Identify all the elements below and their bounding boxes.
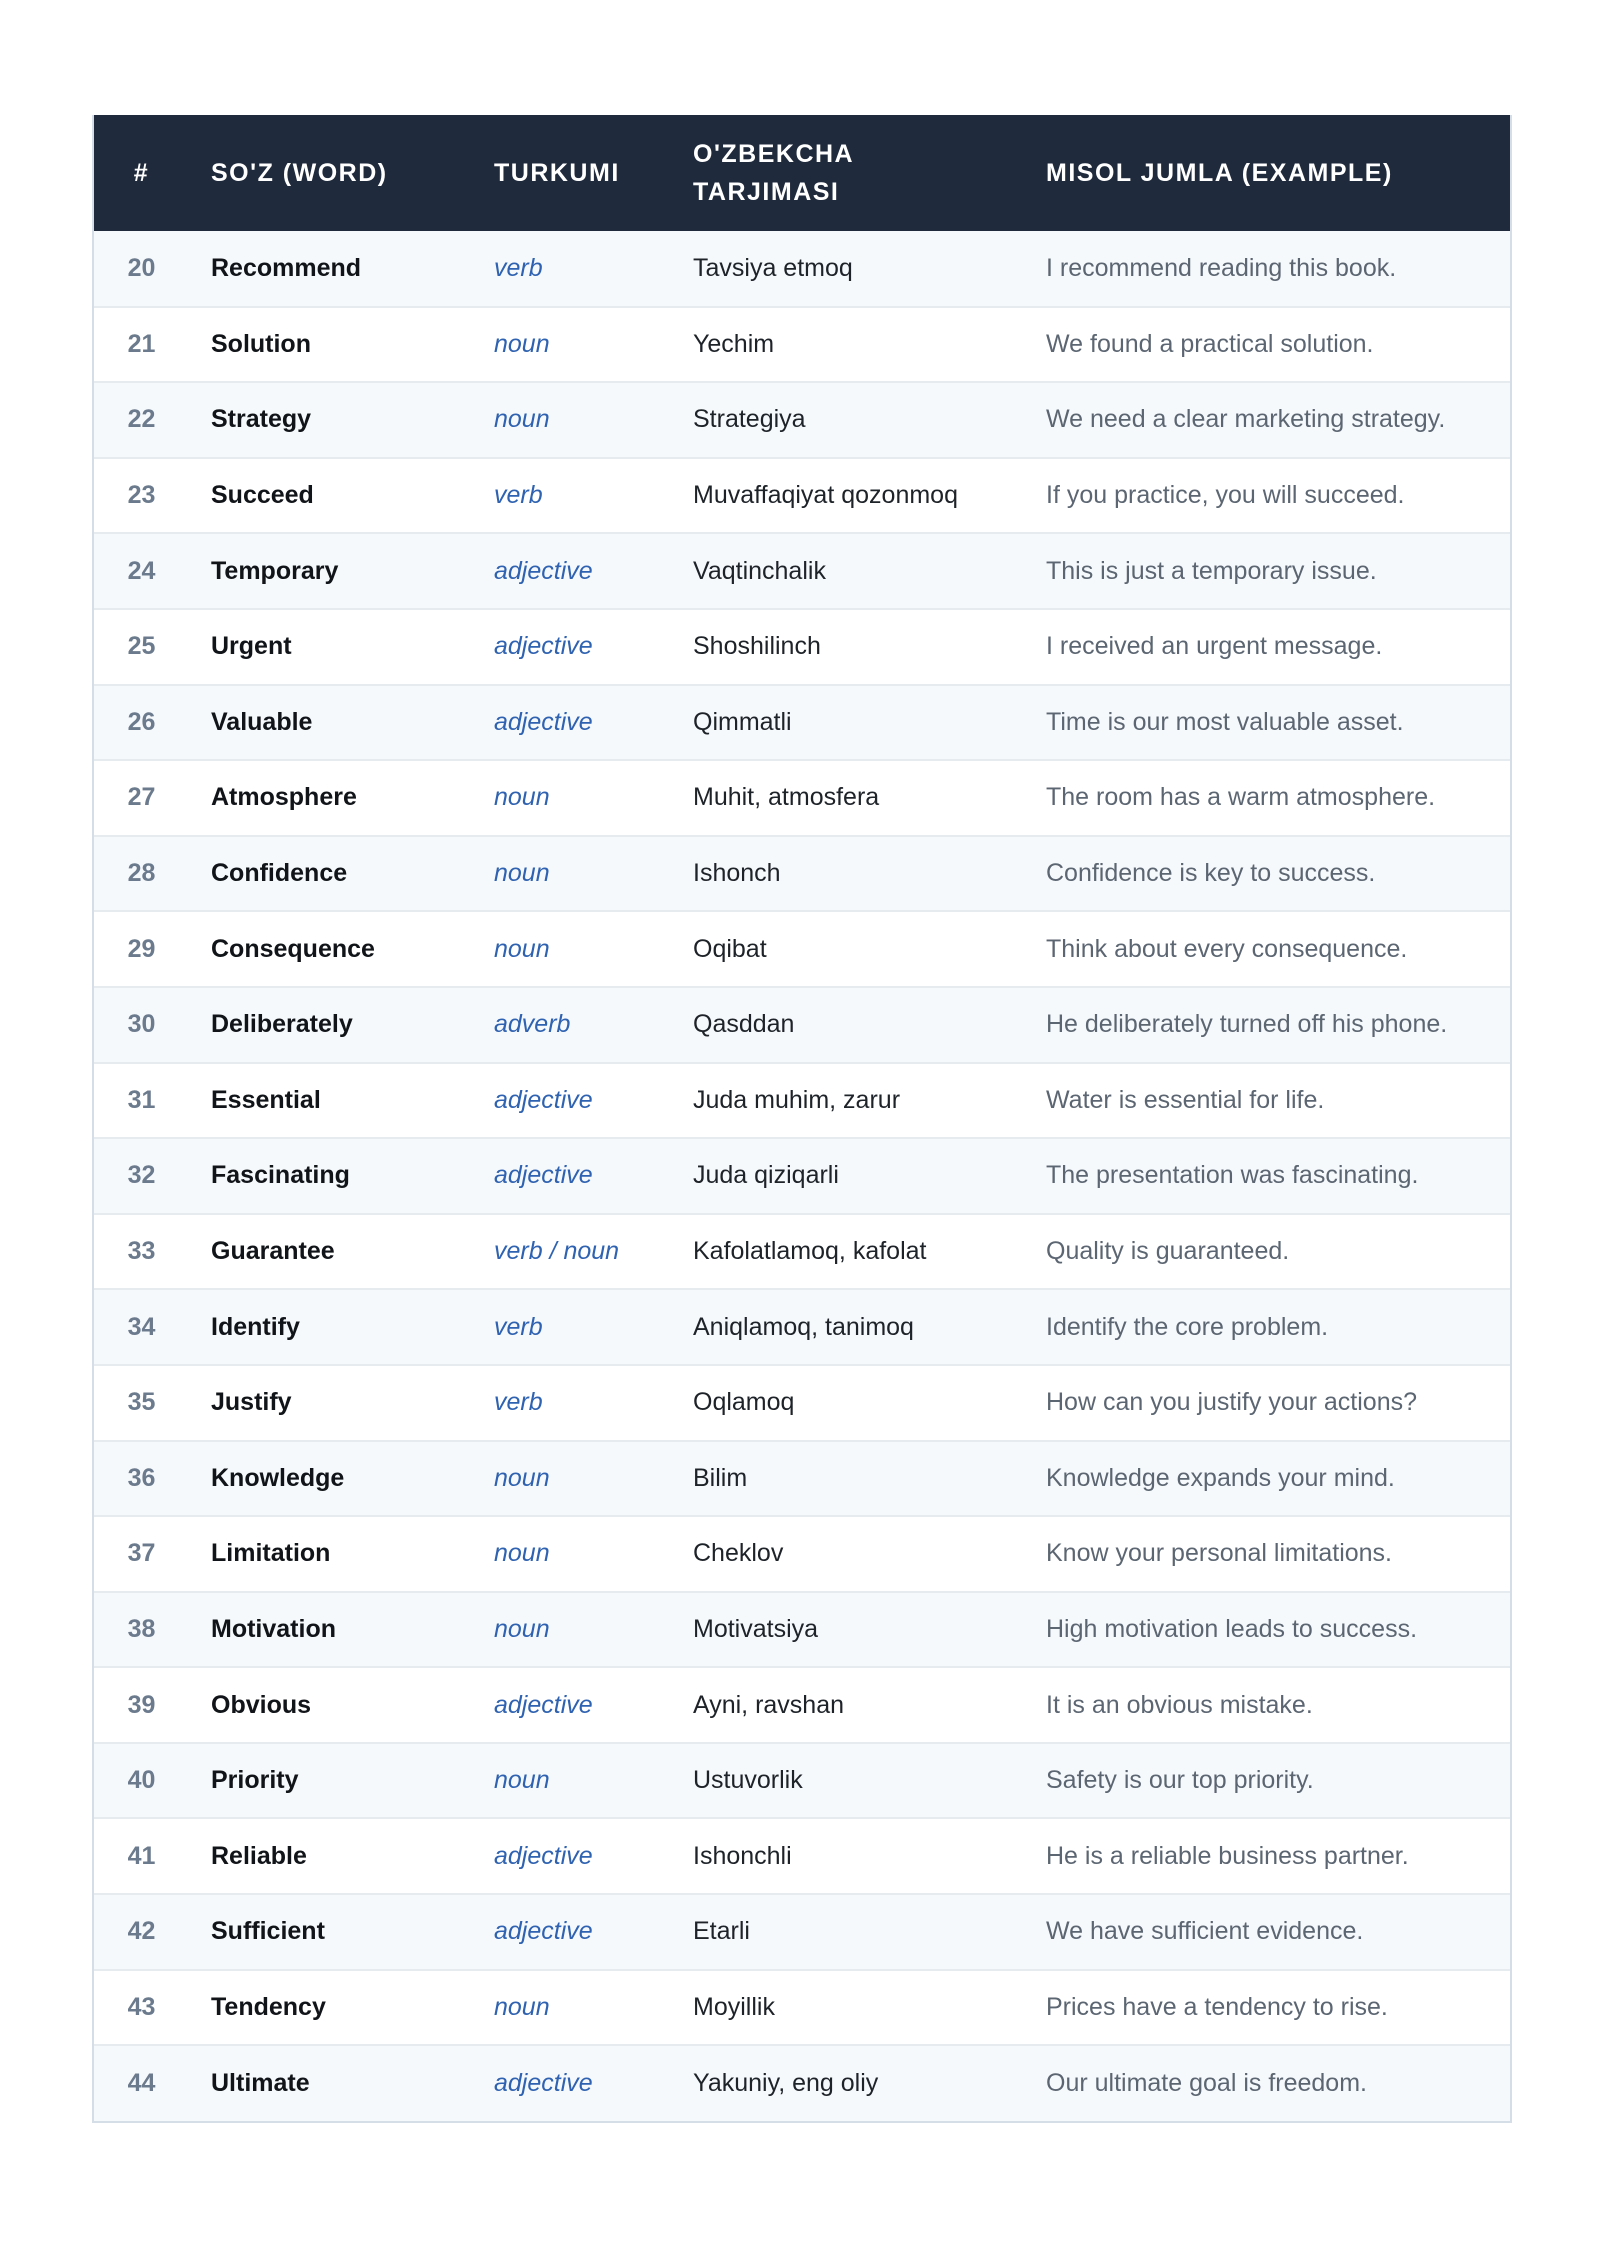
row-number: 28 — [127, 859, 156, 888]
row-uzbek-translation: Muvaffaqiyat qozonmoq — [693, 481, 958, 510]
table-row — [94, 685, 1510, 761]
header-uzbek-line2: TARJIMASI — [693, 178, 840, 206]
row-number: 27 — [127, 783, 156, 812]
row-example-sentence: How can you justify your actions? — [1046, 1388, 1418, 1417]
row-number: 20 — [127, 253, 156, 282]
row-part-of-speech: verb — [494, 253, 543, 282]
row-example-sentence: We have sufficient evidence. — [1046, 1917, 1364, 1946]
table-row — [94, 760, 1510, 836]
row-uzbek-translation: Strategiya — [693, 405, 806, 434]
table-row — [94, 987, 1510, 1063]
row-word: Recommend — [211, 253, 362, 282]
row-part-of-speech: adjective — [494, 632, 593, 661]
row-example-sentence: I recommend reading this book. — [1046, 253, 1397, 282]
row-example-sentence: The room has a warm atmosphere. — [1046, 783, 1436, 812]
row-word: Fascinating — [211, 1161, 350, 1190]
table-row — [94, 382, 1510, 458]
row-uzbek-translation: Oqibat — [693, 934, 767, 963]
row-part-of-speech: noun — [494, 1992, 550, 2021]
row-uzbek-translation: Juda muhim, zarur — [693, 1085, 901, 1114]
row-uzbek-translation: Kafolatlamoq, kafolat — [693, 1237, 927, 1266]
row-number: 44 — [127, 2069, 156, 2098]
row-example-sentence: He deliberately turned off his phone. — [1046, 1010, 1448, 1039]
row-word: Deliberately — [211, 1010, 353, 1039]
row-number: 39 — [127, 1690, 156, 1719]
vocabulary-table-container — [92, 115, 1512, 2123]
row-example-sentence: Think about every consequence. — [1046, 934, 1408, 963]
row-word: Identify — [211, 1312, 300, 1341]
table-row — [94, 1970, 1510, 2046]
row-example-sentence: If you practice, you will succeed. — [1046, 481, 1405, 510]
table-row — [94, 458, 1510, 534]
row-word: Obvious — [211, 1690, 312, 1719]
row-uzbek-translation: Bilim — [693, 1463, 748, 1492]
row-number: 38 — [127, 1614, 156, 1643]
row-number: 29 — [127, 934, 156, 963]
row-example-sentence: Know your personal limitations. — [1046, 1539, 1392, 1568]
row-word: Solution — [211, 329, 311, 358]
row-word: Guarantee — [211, 1237, 335, 1266]
row-part-of-speech: noun — [494, 1766, 550, 1795]
row-example-sentence: Safety is our top priority. — [1046, 1766, 1314, 1795]
row-word: Tendency — [211, 1992, 326, 2021]
row-uzbek-translation: Yechim — [693, 329, 775, 358]
row-word: Temporary — [211, 556, 339, 585]
row-part-of-speech: noun — [494, 783, 550, 812]
table-row — [94, 1289, 1510, 1365]
row-example-sentence: High motivation leads to success. — [1046, 1614, 1418, 1643]
table-row — [94, 1667, 1510, 1743]
row-uzbek-translation: Ishonch — [693, 859, 781, 888]
row-example-sentence: We found a practical solution. — [1046, 329, 1374, 358]
row-number: 35 — [127, 1388, 156, 1417]
table-row — [94, 1365, 1510, 1441]
row-example-sentence: He is a reliable business partner. — [1046, 1841, 1409, 1870]
row-uzbek-translation: Shoshilinch — [693, 632, 821, 661]
row-number: 40 — [127, 1766, 156, 1795]
row-uzbek-translation: Cheklov — [693, 1539, 784, 1568]
header-uzbek-line1: O'ZBEKCHA — [693, 140, 855, 168]
row-part-of-speech: adjective — [494, 1841, 593, 1870]
row-word: Succeed — [211, 481, 314, 510]
row-part-of-speech: adjective — [494, 707, 593, 736]
row-uzbek-translation: Etarli — [693, 1917, 750, 1946]
row-example-sentence: Time is our most valuable asset. — [1046, 707, 1404, 736]
row-word: Knowledge — [211, 1463, 345, 1492]
row-word: Valuable — [211, 707, 313, 736]
row-part-of-speech: noun — [494, 859, 550, 888]
table-row — [94, 231, 1510, 307]
row-number: 21 — [127, 329, 156, 358]
table-row — [94, 1818, 1510, 1894]
row-word: Atmosphere — [211, 783, 357, 812]
row-example-sentence: It is an obvious mistake. — [1046, 1690, 1313, 1719]
row-part-of-speech: noun — [494, 405, 550, 434]
row-word: Essential — [211, 1085, 321, 1114]
row-uzbek-translation: Ishonchli — [693, 1841, 792, 1870]
row-uzbek-translation: Oqlamoq — [693, 1388, 795, 1417]
row-example-sentence: Our ultimate goal is freedom. — [1046, 2069, 1367, 2098]
table-row — [94, 1894, 1510, 1970]
row-uzbek-translation: Motivatsiya — [693, 1614, 819, 1643]
row-number: 36 — [127, 1463, 156, 1492]
row-word: Consequence — [211, 934, 375, 963]
row-part-of-speech: adverb — [494, 1010, 571, 1039]
row-example-sentence: We need a clear marketing strategy. — [1046, 405, 1446, 434]
row-word: Confidence — [211, 859, 348, 888]
table-row — [94, 1516, 1510, 1592]
row-example-sentence: Confidence is key to success. — [1046, 859, 1376, 888]
row-number: 31 — [127, 1085, 156, 1114]
row-word: Justify — [211, 1388, 292, 1417]
row-part-of-speech: adjective — [494, 2069, 593, 2098]
row-example-sentence: Identify the core problem. — [1046, 1312, 1329, 1341]
row-part-of-speech: adjective — [494, 1690, 593, 1719]
table-row — [94, 1592, 1510, 1668]
table-row — [94, 2045, 1510, 2121]
row-uzbek-translation: Tavsiya etmoq — [693, 253, 853, 282]
table-row — [94, 1214, 1510, 1290]
row-number: 37 — [127, 1539, 156, 1568]
row-number: 41 — [127, 1841, 156, 1870]
row-part-of-speech: noun — [494, 329, 550, 358]
row-number: 32 — [127, 1161, 156, 1190]
row-word: Urgent — [211, 632, 292, 661]
row-number: 25 — [127, 632, 156, 661]
row-example-sentence: This is just a temporary issue. — [1046, 556, 1377, 585]
row-word: Reliable — [211, 1841, 307, 1870]
row-uzbek-translation: Qasddan — [693, 1010, 795, 1039]
row-uzbek-translation: Ayni, ravshan — [693, 1690, 845, 1719]
table-body — [94, 231, 1510, 2121]
header-uzbek-translation — [671, 115, 1024, 231]
header-part-of-speech: TURKUMI — [494, 159, 620, 187]
row-part-of-speech: verb / noun — [494, 1237, 620, 1266]
table-row — [94, 1138, 1510, 1214]
row-part-of-speech: adjective — [494, 1161, 593, 1190]
row-example-sentence: Prices have a tendency to rise. — [1046, 1992, 1388, 2021]
row-number: 22 — [127, 405, 156, 434]
row-uzbek-translation: Muhit, atmosfera — [693, 783, 880, 812]
row-part-of-speech: adjective — [494, 556, 593, 585]
row-example-sentence: Quality is guaranteed. — [1046, 1237, 1290, 1266]
row-number: 26 — [127, 707, 156, 736]
row-example-sentence: Knowledge expands your mind. — [1046, 1463, 1395, 1492]
row-example-sentence: The presentation was fascinating. — [1046, 1161, 1419, 1190]
row-part-of-speech: noun — [494, 1539, 550, 1568]
row-number: 33 — [127, 1237, 156, 1266]
row-number: 24 — [127, 556, 156, 585]
row-uzbek-translation: Moyillik — [693, 1992, 775, 2021]
table-header-row — [94, 115, 1510, 231]
table-row — [94, 307, 1510, 383]
row-part-of-speech: noun — [494, 1614, 550, 1643]
table-row — [94, 609, 1510, 685]
row-number: 23 — [127, 481, 156, 510]
row-uzbek-translation: Yakuniy, eng oliy — [693, 2069, 879, 2098]
row-uzbek-translation: Aniqlamoq, tanimoq — [693, 1312, 914, 1341]
row-part-of-speech: verb — [494, 1312, 543, 1341]
row-word: Strategy — [211, 405, 312, 434]
table-row — [94, 1441, 1510, 1517]
row-part-of-speech: noun — [494, 1463, 550, 1492]
table-row — [94, 911, 1510, 987]
header-word: SO'Z (WORD) — [211, 159, 388, 187]
vocabulary-table — [94, 115, 1510, 2121]
row-part-of-speech: noun — [494, 934, 550, 963]
row-part-of-speech: adjective — [494, 1917, 593, 1946]
row-part-of-speech: adjective — [494, 1085, 593, 1114]
row-word: Priority — [211, 1766, 299, 1795]
row-example-sentence: Water is essential for life. — [1046, 1085, 1325, 1114]
row-word: Sufficient — [211, 1917, 325, 1946]
table-row — [94, 1063, 1510, 1139]
table-row — [94, 533, 1510, 609]
header-number: # — [133, 159, 150, 187]
table-row — [94, 836, 1510, 912]
row-number: 43 — [127, 1992, 156, 2021]
row-word: Ultimate — [211, 2069, 310, 2098]
row-part-of-speech: verb — [494, 481, 543, 510]
row-uzbek-translation: Ustuvorlik — [693, 1766, 803, 1795]
row-uzbek-translation: Qimmatli — [693, 707, 792, 736]
row-number: 30 — [127, 1010, 156, 1039]
row-number: 42 — [127, 1917, 156, 1946]
row-number: 34 — [127, 1312, 156, 1341]
row-word: Motivation — [211, 1614, 336, 1643]
row-example-sentence: I received an urgent message. — [1046, 632, 1383, 661]
row-uzbek-translation: Juda qiziqarli — [693, 1161, 839, 1190]
header-example-sentence: MISOL JUMLA (EXAMPLE) — [1046, 159, 1393, 187]
row-part-of-speech: verb — [494, 1388, 543, 1417]
table-row — [94, 1743, 1510, 1819]
row-word: Limitation — [211, 1539, 331, 1568]
row-uzbek-translation: Vaqtinchalik — [693, 556, 826, 585]
